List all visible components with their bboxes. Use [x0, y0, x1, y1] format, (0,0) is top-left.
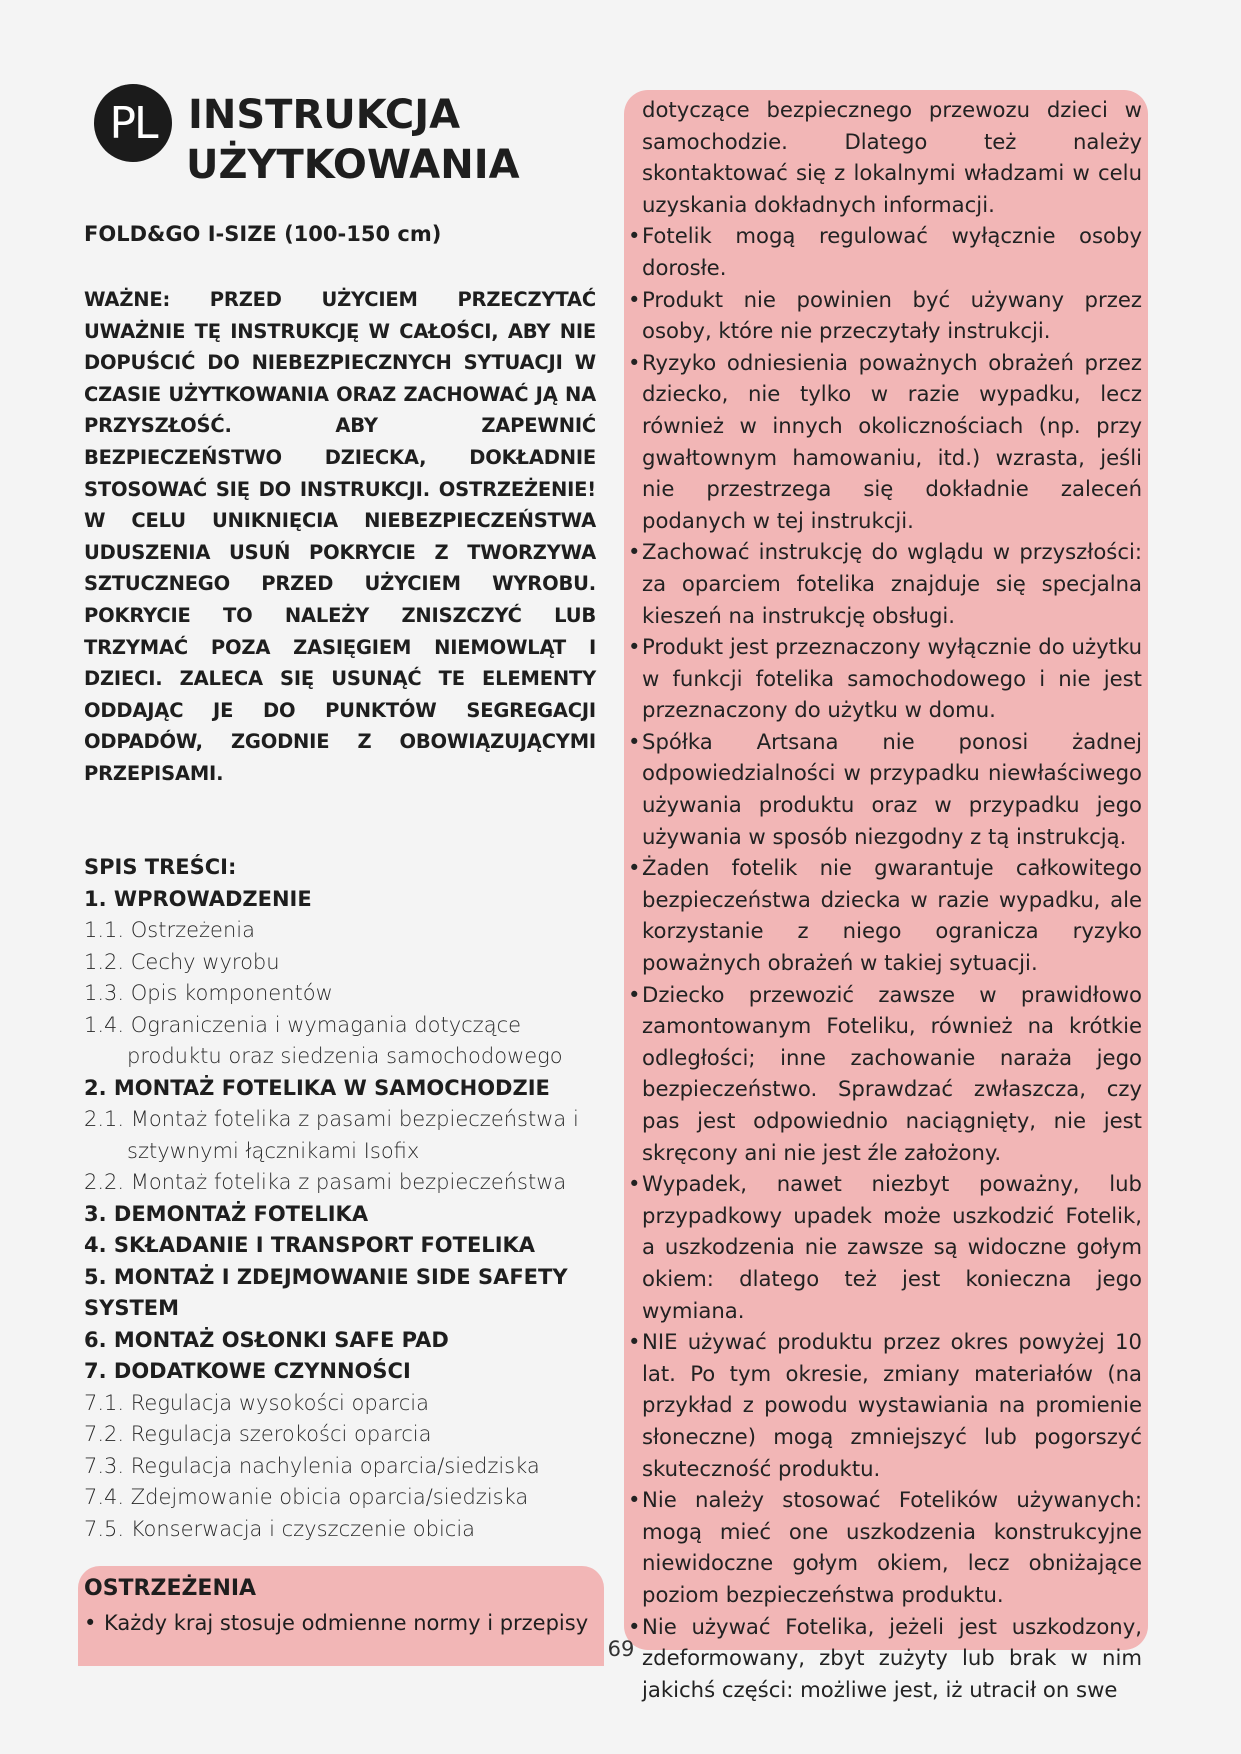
warning-item-text: Zachować instrukcję do wglądu w przyszłości: za oparciem fotelika znajduje się specjalna kieszeń na instrukcję obsługi.: [642, 539, 1142, 628]
warning-item: [628, 220, 1142, 283]
toc-entry: 7.4. Zdejmowanie obicia oparcia/siedziska: [84, 1485, 529, 1509]
warnings-item-text: Każdy kraj stosuje odmienne normy i przepisy: [104, 1611, 589, 1635]
warning-item-text: Fotelik mogą regulować wyłącznie osoby dorosłe.: [642, 223, 1142, 280]
warning-item: [628, 852, 1142, 978]
title-line-2: UŻYTKOWANIA: [186, 142, 520, 188]
warning-item-text: Ryzyko odniesienia poważnych obrażeń przez dziecko, nie tylko w razie wypadku, lecz również w innych okolicznościach (np. przy gwałtownym hamowaniu, itd.) wzrasta, jeśli nie przestrzega się dokładnie zaleceń podanych w tej instrukcji.: [642, 349, 1142, 533]
toc-entry: 7.1. Regulacja wysokości oparcia: [84, 1390, 429, 1415]
warnings-continued: [628, 94, 1142, 1705]
warning-item: [628, 1168, 1142, 1326]
page-number: 69: [607, 1637, 635, 1661]
warning-item-text: Produkt jest przeznaczony wyłącznie do użytku w funkcji fotelika samochodowego i nie jest przeznaczony do użytku w domu.: [642, 634, 1142, 723]
bullet-icon: •: [84, 1611, 97, 1635]
toc-entries: [84, 884, 614, 1546]
warning-item: [628, 631, 1142, 726]
toc-entry: 7.2. Regulacja szerokości oparcia: [84, 1422, 432, 1446]
warning-item-text: Nie używać Fotelika, jeżeli jest uszkodzony, zdeformowany, zbyt zużyty lub brak w nim jakichś części: możliwe jest, iż utracił on swe: [642, 1613, 1142, 1702]
bullet-icon: •: [628, 981, 641, 1007]
toc-entry: 7.5. Konserwacja i czyszczenie obicia: [84, 1516, 476, 1541]
warnings-title: OSTRZEŻENIA: [84, 1576, 257, 1601]
title-line-1: INSTRUKCJA: [188, 92, 461, 138]
toc-entry: 1.1. Ostrzeżenia: [84, 918, 255, 942]
bullet-icon: •: [628, 1487, 641, 1513]
warning-item: [628, 1484, 1142, 1610]
warning-item-text: Produkt nie powinien być używany przez osoby, które nie przeczytały instrukcji.: [642, 286, 1142, 344]
bullet-icon: •: [628, 728, 641, 754]
warning-item-text: Spółka Artsana nie ponosi żadnej odpowiedzialności w przypadku niewłaściwego używania produktu oraz w przypadku jego używania w sposób niezgodny z tą instrukcją.: [642, 728, 1142, 849]
warning-item-text: NIE używać produktu przez okres powyżej 10 lat. Po tym okresie, zmiany materiałów (na przykład z powodu wystawiania na promienie słoneczne) mogą zmniejszyć lub pogorszyć skuteczność produktu.: [642, 1329, 1142, 1481]
bullet-icon: •: [628, 349, 641, 375]
toc-title: SPIS TREŚCI:: [84, 855, 237, 879]
toc-entry: 2.1. Montaż fotelika z pasami bezpieczeństwa i sztywnymi łącznikami Isofix: [84, 1107, 579, 1163]
warning-list: [628, 220, 1142, 1705]
product-name: FOLD&GO I-SIZE (100-150 cm): [84, 222, 442, 246]
warning-item: [628, 1326, 1142, 1484]
toc-entry: 2. MONTAŻ FOTELIKA W SAMOCHODZIE: [84, 1075, 550, 1100]
toc-entry: 7.3. Regulacja nachylenia oparcia/siedziska: [84, 1453, 540, 1478]
toc-entry: 2.2. Montaż fotelika z pasami bezpieczeństwa: [84, 1170, 567, 1194]
warning-item-text: Dziecko przewozić zawsze w prawidłowo zamontowanym Foteliku, również na krótkie odległości; inne zachowanie naraża jego bezpieczeństwo. Sprawdzać zwłaszcza, czy pas jest odpowiednio naciągnięty, nie jest skręcony ani nie jest źle założony.: [642, 981, 1142, 1165]
toc-entry: 5. MONTAŻ I ZDEJMOWANIE SIDE SAFETY SYSTEM: [84, 1264, 568, 1320]
toc-entry: 4. SKŁADANIE I TRANSPORT FOTELIKA: [84, 1233, 536, 1257]
warning-item: [628, 347, 1142, 537]
warning-item: [628, 726, 1142, 852]
warning-item: [628, 1611, 1142, 1706]
toc-entry: 1.2. Cechy wyrobu: [84, 949, 280, 974]
toc-entry: 1.3. Opis komponentów: [84, 981, 333, 1005]
important-notice: WAŻNE: PRZED UŻYCIEM PRZECZYTAĆ UWAŻNIE TĘ INSTRUKCJĘ W CAŁOŚCI, ABY NIE DOPUŚCIĆ DO NIEBEZPIECZNYCH SYTUACJI W CZASIE UŻYTKOWANIA ORAZ ZACHOWAĆ JĄ NA PRZYSZŁOŚĆ. ABY ZAPEWNIĆ BEZPIECZEŃSTWO DZIECKA, DOKŁADNIE STOSOWAĆ SIĘ DO INSTRUKCJI. OSTRZEŻENIE! W CELU UNIKNIĘCIA NIEBEZPIECZEŃSTWA UDUSZENIA USUŃ POKRYCIE Z TWORZYWA SZTUCZNEGO PRZED UŻYCIEM WYROBU. POKRYCIE TO NALEŻY ZNISZCZYĆ LUB TRZYMAĆ POZA ZASIĘGIEM NIEMOWLĄT I DZIECI. ZALECA SIĘ USUNĄĆ TE ELEMENTY ODDAJĄC JE DO PUNKTÓW SEGREGACJI ODPADÓW, ZGODNIE Z OBOWIĄZUJĄCYMI PRZEPISAMI.: [84, 288, 596, 785]
toc-entry: 6. MONTAŻ OSŁONKI SAFE PAD: [84, 1327, 449, 1352]
warning-item-text: Wypadek, nawet niezbyt poważny, lub przypadkowy upadek może uszkodzić Fotelik, a uszkodzenia nie zawsze są widoczne gołym okiem: dlatego też jest konieczna jego wymiana.: [642, 1171, 1142, 1323]
warning-item: [628, 284, 1142, 347]
bullet-icon: •: [628, 1171, 641, 1197]
warning-item: [628, 979, 1142, 1169]
bullet-icon: •: [628, 1613, 641, 1639]
toc-entry: 7. DODATKOWE CZYNNOŚCI: [84, 1359, 411, 1383]
bullet-icon: •: [628, 223, 641, 249]
bullet-icon: •: [628, 1329, 641, 1355]
warning-item-text: Żaden fotelik nie gwarantuje całkowitego bezpieczeństwa dziecka w razie wypadku, ale korzystanie z niego ogranicza ryzyko poważnych obrażeń w takiej sytuacji.: [642, 855, 1142, 976]
toc-entry: 1.4. Ograniczenia i wymagania dotyczące produktu oraz siedzenia samochodowego: [84, 1012, 563, 1068]
warning-item-text: Nie należy stosować Fotelików używanych: mogą mieć one uszkodzenia konstrukcyjne niewidoczne gołym okiem, lecz obniżające poziom bezpieczeństwa produktu.: [642, 1487, 1142, 1607]
bullet-icon: •: [628, 855, 641, 881]
page-title: [188, 90, 608, 190]
bullet-icon: •: [628, 634, 641, 660]
language-badge: PL: [94, 84, 172, 162]
toc-entry: 1. WPROWADZENIE: [84, 886, 312, 911]
toc-entry: 3. DEMONTAŻ FOTELIKA: [84, 1201, 369, 1226]
table-of-contents: [84, 852, 614, 1545]
bullet-icon: •: [628, 539, 641, 565]
continuation-text: dotyczące bezpiecznego przewozu dzieci w samochodzie. Dlatego też należy skontaktować się z lokalnymi władzami w celu uzyskania dokładnych informacji.: [642, 97, 1142, 217]
warnings-first-item: [84, 1608, 604, 1638]
warning-item: [628, 536, 1142, 631]
bullet-icon: •: [628, 286, 641, 312]
